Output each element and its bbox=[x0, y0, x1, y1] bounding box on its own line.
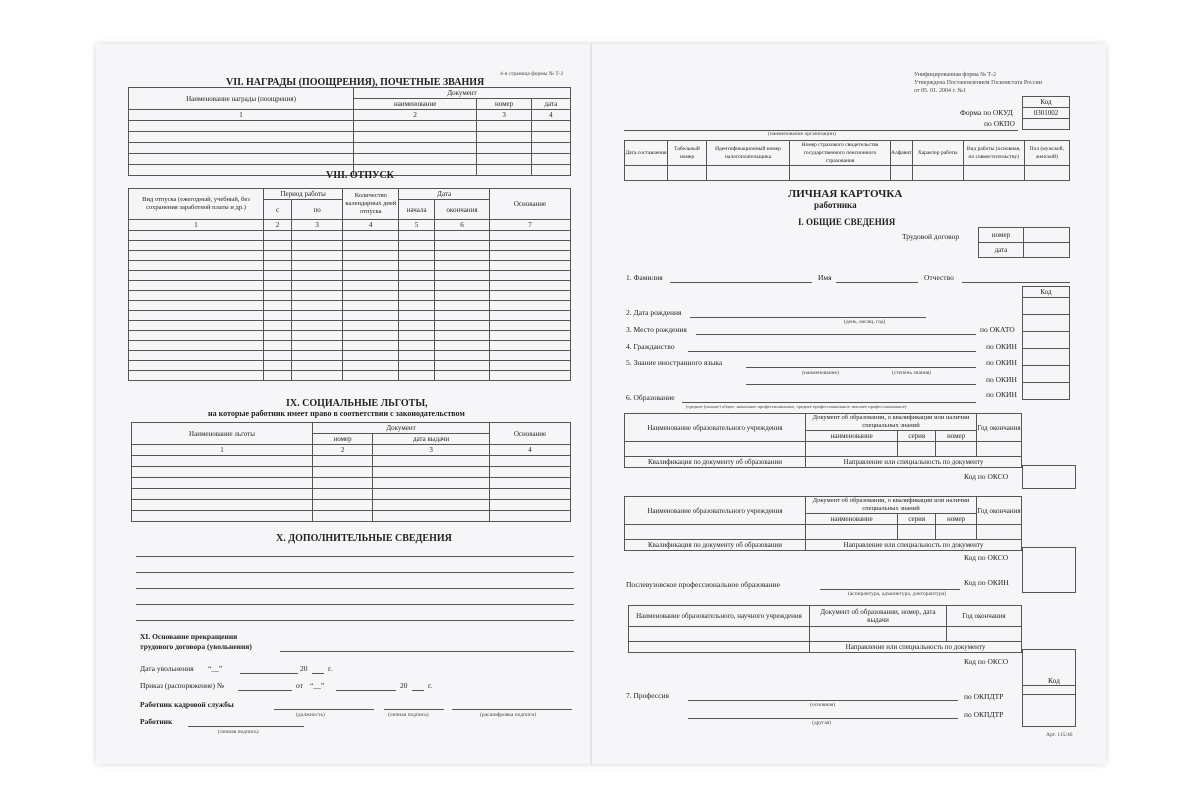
f2-sub: (день, месяц, год) bbox=[844, 319, 886, 325]
edu-direction: Направление или специальность по документу bbox=[806, 540, 1022, 551]
benefits-title: IX. СОЦИАЛЬНЫЕ ЛЬГОТЫ, bbox=[286, 398, 428, 409]
col-num: 1 bbox=[129, 220, 264, 231]
f7-profession: 7. Профессия bbox=[626, 691, 669, 700]
blank-line bbox=[136, 556, 574, 557]
contract-date: дата bbox=[979, 243, 1024, 258]
article-number: Арт. 115/46 bbox=[1046, 732, 1073, 738]
blank-line bbox=[238, 690, 292, 691]
table-row bbox=[129, 341, 571, 351]
table-row bbox=[129, 241, 571, 251]
col-num: 2 bbox=[354, 110, 477, 121]
awards-title: VII. НАГРАДЫ (ПООЩРЕНИЯ), ПОЧЕТНЫЕ ЗВАНИЯ bbox=[226, 77, 485, 88]
hr-sub-position: (должность) bbox=[296, 712, 325, 718]
contract-box bbox=[978, 227, 1070, 258]
col-num: 4 bbox=[490, 445, 571, 456]
right-page bbox=[592, 44, 1106, 764]
blank-line bbox=[836, 282, 918, 283]
hr-sub-decoding: (расшифровка подписи) bbox=[480, 712, 537, 718]
order-from: от bbox=[296, 681, 303, 690]
col-num: 3 bbox=[477, 110, 532, 121]
blank-line bbox=[820, 589, 960, 590]
edu-institution: Наименование образовательного учреждения bbox=[625, 414, 806, 442]
f4-citizenship: 4. Гражданство bbox=[626, 342, 675, 351]
table-row bbox=[132, 500, 571, 511]
edu-doc: Документ об образовании, о квалификации или наличии специальных знаний bbox=[806, 414, 977, 431]
leave-col-period: Период работы bbox=[264, 189, 343, 200]
order-year-prefix: 20 bbox=[400, 681, 408, 690]
table-row bbox=[132, 511, 571, 522]
postgrad-table bbox=[628, 605, 1022, 653]
top-col: Вид работы (основная, по совместительству) bbox=[963, 141, 1024, 166]
blank-line bbox=[136, 604, 574, 605]
col-num: 1 bbox=[129, 110, 354, 121]
table-row bbox=[132, 478, 571, 489]
code-label-bottom: Код bbox=[1048, 676, 1060, 685]
table-row bbox=[129, 271, 571, 281]
leave-sub: начала bbox=[399, 200, 435, 220]
table-row bbox=[129, 251, 571, 261]
order-year-suffix: г. bbox=[428, 681, 433, 690]
education-table-2 bbox=[624, 496, 1022, 551]
f5-code: по ОКИН bbox=[986, 358, 1017, 367]
table-row bbox=[132, 456, 571, 467]
blank-line bbox=[688, 351, 976, 352]
f7-code-1: по ОКПДТР bbox=[964, 692, 1004, 701]
blank-line bbox=[682, 402, 976, 403]
leave-col-type: Вид отпуска (ежегодный, учебный, без сохранения заработной платы и др.) bbox=[129, 189, 264, 220]
header-note-2: Утверждена Постановлением Госкомстата России bbox=[914, 80, 1042, 86]
blank-line bbox=[688, 700, 958, 701]
table-row bbox=[129, 351, 571, 361]
blank-line bbox=[136, 572, 574, 573]
blank-line bbox=[280, 651, 574, 652]
org-caption: (наименование организации) bbox=[768, 131, 836, 137]
pg-institution: Наименование образовательного, научного учреждения bbox=[629, 606, 810, 627]
education-table-1 bbox=[624, 413, 1022, 468]
section-title: I. ОБЩИЕ СВЕДЕНИЯ bbox=[798, 217, 896, 227]
blank-line bbox=[690, 317, 926, 318]
additional-title: X. ДОПОЛНИТЕЛЬНЫЕ СВЕДЕНИЯ bbox=[276, 533, 452, 544]
order-day: “__” bbox=[310, 681, 325, 690]
f1-patronymic: Отчество bbox=[924, 273, 954, 282]
edu-doc: Документ об образовании, о квалификации или наличии специальных знаний bbox=[806, 497, 977, 514]
top-col: Дата составления bbox=[625, 141, 668, 166]
code-label: Код bbox=[1023, 287, 1070, 298]
postgrad-label: Послевузовское профессиональное образование bbox=[626, 580, 780, 589]
f4-code: по ОКИН bbox=[986, 342, 1017, 351]
benefits-sub: номер bbox=[313, 434, 373, 445]
top-col: Номер страхового свидетельства государственного пенсионного страхования bbox=[790, 141, 891, 166]
header-note-1: Унифицированная форма № Т-2 bbox=[914, 72, 997, 78]
leave-col-date: Дата bbox=[399, 189, 490, 200]
leave-table bbox=[128, 188, 571, 381]
leave-sub: окончания bbox=[435, 200, 490, 220]
leave-col-basis: Основание bbox=[490, 189, 571, 220]
corner-note: 4-я страница формы № Т-2 bbox=[500, 71, 564, 77]
table-row bbox=[129, 331, 571, 341]
employee-label: Работник bbox=[140, 717, 173, 726]
col-num: 3 bbox=[291, 220, 342, 231]
contract-number: номер bbox=[979, 228, 1024, 243]
f1-surname: 1. Фамилия bbox=[626, 273, 663, 282]
blank-line bbox=[136, 620, 574, 621]
blank-line bbox=[384, 709, 444, 710]
order-label: Приказ (распоряжение) № bbox=[140, 681, 225, 690]
col-num: 7 bbox=[490, 220, 571, 231]
edu-sub: номер bbox=[936, 514, 977, 525]
awards-sub: дата bbox=[531, 99, 570, 110]
table-row bbox=[132, 467, 571, 478]
blank-line bbox=[746, 384, 976, 385]
table-row bbox=[129, 231, 571, 241]
dismissal-day: “__” bbox=[208, 664, 223, 673]
col-num: 4 bbox=[531, 110, 570, 121]
awards-col-name: Наименование награды (поощрения) bbox=[129, 88, 354, 110]
col-num: 2 bbox=[313, 445, 373, 456]
blank-line bbox=[746, 367, 976, 368]
table-row bbox=[129, 261, 571, 271]
code-column-1 bbox=[1022, 286, 1070, 400]
benefits-col-basis: Основание bbox=[490, 423, 571, 445]
blank-line bbox=[688, 718, 958, 719]
top-col: Табельный номер bbox=[668, 141, 707, 166]
pg-okso: Код по ОКСО bbox=[964, 657, 1009, 666]
edu-year: Год окончания bbox=[977, 497, 1022, 525]
f5-code-2: по ОКИН bbox=[986, 375, 1017, 384]
edu-institution: Наименование образовательного учреждения bbox=[625, 497, 806, 525]
table-row bbox=[132, 489, 571, 500]
dismissal-date-label: Дата увольнения bbox=[140, 664, 194, 673]
f7-sub-2: (другая) bbox=[812, 720, 832, 726]
f6-education: 6. Образование bbox=[626, 393, 675, 402]
col-num: 2 bbox=[264, 220, 292, 231]
table-row bbox=[129, 281, 571, 291]
code-box-bottom bbox=[1022, 685, 1076, 727]
blank-line bbox=[412, 690, 424, 691]
edu-qual: Квалификация по документу об образовании bbox=[625, 540, 806, 551]
dismissal-year-prefix: 20 bbox=[300, 664, 308, 673]
col-num: 6 bbox=[435, 220, 490, 231]
benefits-sub: дата выдачи bbox=[373, 434, 490, 445]
awards-sub: номер bbox=[477, 99, 532, 110]
hr-worker-label: Работник кадровой службы bbox=[140, 700, 234, 709]
blank-line bbox=[274, 709, 374, 710]
header-note-3: от 05. 01. 2004 г. №1 bbox=[914, 88, 967, 94]
edu-year: Год окончания bbox=[977, 414, 1022, 442]
f2-birthdate: 2. Дата рождения bbox=[626, 308, 682, 317]
postgrad-sub: (аспирантура, адъюнктура, докторантура) bbox=[848, 591, 946, 597]
code-label: Код bbox=[1023, 97, 1070, 108]
okso-box bbox=[1022, 547, 1076, 593]
blank-line bbox=[696, 334, 976, 335]
employee-sub: (личная подпись) bbox=[218, 729, 259, 735]
blank-line bbox=[240, 673, 298, 674]
hr-sub-signature: (личная подпись) bbox=[388, 712, 429, 718]
edu-sub: номер bbox=[936, 431, 977, 442]
pg-year: Год окончания bbox=[947, 606, 1022, 627]
f6-sub: (среднее (полное) общее, начальное профессиональное, среднее профессиональное, высшее профессиональное) bbox=[686, 404, 907, 409]
blank-line bbox=[452, 709, 572, 710]
benefits-col-doc: Документ bbox=[313, 423, 490, 434]
blank-line bbox=[962, 282, 1070, 283]
benefits-subtitle: на которые работник имеет право в соответствии с законодательством bbox=[208, 409, 465, 418]
leave-sub: по bbox=[291, 200, 342, 220]
f6-code: по ОКИН bbox=[986, 390, 1017, 399]
table-row bbox=[129, 311, 571, 321]
awards-table bbox=[128, 87, 571, 176]
table-row bbox=[129, 371, 571, 381]
f5-language: 5. Знание иностранного языка bbox=[626, 358, 723, 367]
pg-direction: Направление или специальность по документу bbox=[810, 642, 1022, 653]
termination-title-1: XI. Основание прекращения bbox=[140, 632, 238, 641]
edu-sub: серия bbox=[898, 431, 936, 442]
col-num: 3 bbox=[373, 445, 490, 456]
edu-direction: Направление или специальность по документу bbox=[806, 457, 1022, 468]
edu-qual: Квалификация по документу об образовании bbox=[625, 457, 806, 468]
awards-col-doc: Документ bbox=[354, 88, 571, 99]
blank-line bbox=[312, 673, 324, 674]
postgrad-code: Код по ОКИН bbox=[964, 578, 1009, 587]
table-row bbox=[129, 321, 571, 331]
table-row bbox=[129, 291, 571, 301]
top-col: Характер работы bbox=[912, 141, 963, 166]
top-info-table bbox=[624, 140, 1070, 181]
okpo-label: по ОКПО bbox=[984, 119, 1015, 128]
edu-okso-2: Код по ОКСО bbox=[964, 553, 1009, 562]
blank-line bbox=[670, 282, 812, 283]
top-col: Алфавит bbox=[891, 141, 913, 166]
edu-sub: серия bbox=[898, 514, 936, 525]
okud-value: 0301002 bbox=[1023, 108, 1070, 119]
table-row bbox=[129, 361, 571, 371]
blank-line bbox=[188, 726, 304, 727]
leave-col-days: Количество календарных дней отпуска bbox=[343, 189, 399, 220]
blank-line bbox=[136, 588, 574, 589]
dismissal-year-suffix: г. bbox=[328, 664, 333, 673]
f5-sub2: (степень знания) bbox=[892, 370, 932, 376]
pg-doc: Документ об образовании, номер, дата выдачи bbox=[810, 606, 947, 627]
benefits-table bbox=[131, 422, 571, 522]
code-box bbox=[1022, 96, 1070, 130]
col-num: 4 bbox=[343, 220, 399, 231]
card-title: ЛИЧНАЯ КАРТОЧКА bbox=[788, 188, 903, 200]
f7-sub-1: (основная) bbox=[810, 702, 836, 708]
blank-line bbox=[336, 690, 396, 691]
leave-sub: с bbox=[264, 200, 292, 220]
f7-code-2: по ОКПДТР bbox=[964, 710, 1004, 719]
contract-label: Трудовой договор bbox=[902, 232, 960, 241]
f3-code: по ОКАТО bbox=[980, 325, 1015, 334]
top-col: Идентификационный номер налогоплательщика bbox=[707, 141, 790, 166]
edu-sub: наименование bbox=[806, 514, 898, 525]
top-col: Пол (мужской, женский) bbox=[1024, 141, 1069, 166]
f1-name: Имя bbox=[818, 273, 832, 282]
card-subtitle: работника bbox=[814, 200, 857, 210]
f5-sub1: (наименование) bbox=[802, 370, 839, 376]
termination-title-2: трудового договора (увольнения) bbox=[140, 642, 252, 651]
awards-sub: наименование bbox=[354, 99, 477, 110]
f3-birthplace: 3. Место рождения bbox=[626, 325, 687, 334]
edu-sub: наименование bbox=[806, 431, 898, 442]
okso-box bbox=[1022, 465, 1076, 489]
left-page bbox=[96, 44, 590, 764]
okud-label: Форма по ОКУД bbox=[960, 108, 1013, 117]
col-num: 5 bbox=[399, 220, 435, 231]
edu-okso-1: Код по ОКСО bbox=[964, 472, 1009, 481]
table-row bbox=[129, 301, 571, 311]
col-num: 1 bbox=[132, 445, 313, 456]
benefits-col-name: Наименование льготы bbox=[132, 423, 313, 445]
leave-title: VIII. ОТПУСК bbox=[326, 170, 394, 181]
